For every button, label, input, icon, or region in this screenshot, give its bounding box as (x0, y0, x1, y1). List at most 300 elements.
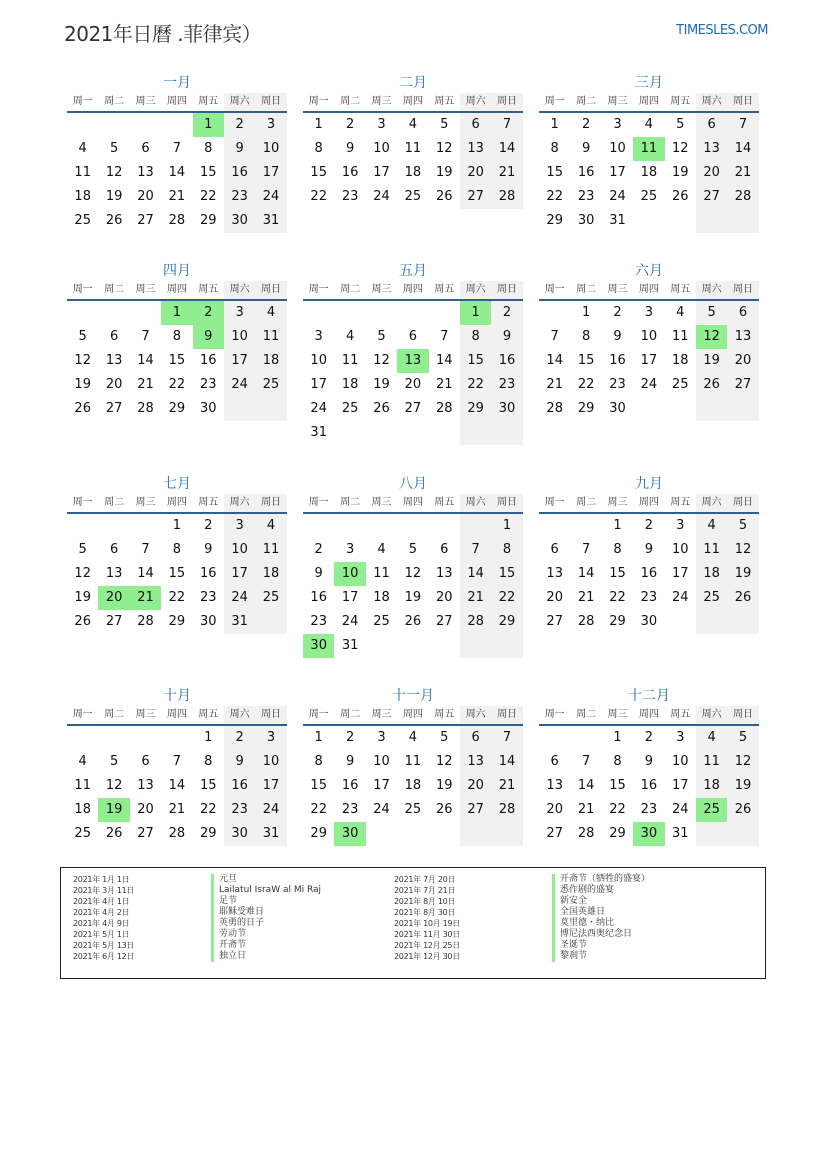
day-cell: 16 (341, 165, 359, 180)
day-cell: 10 (640, 329, 658, 344)
weekday-header (303, 281, 523, 301)
holiday-date: 2021年 1月 1日 (73, 875, 130, 884)
holiday-date: 2021年 12月 30日 (394, 952, 460, 961)
empty-cell (460, 634, 491, 658)
month-block (303, 686, 523, 846)
day-grid (539, 726, 759, 846)
day-cell: 9 (581, 141, 591, 156)
empty-cell (255, 397, 286, 421)
weekday-label: 周一 (308, 709, 329, 720)
weekday-header (67, 281, 287, 301)
day-cell: 9 (644, 542, 653, 557)
holiday-name: 全国英雄日 (552, 907, 650, 918)
weekday-label: 周五 (670, 284, 691, 295)
day-cell: 25 (671, 377, 689, 392)
day-cell: 29 (491, 610, 522, 634)
weekday-label: 周二 (340, 96, 361, 107)
holiday-date: 2021年 5月 1日 (73, 930, 130, 939)
day-cell: 3 (224, 301, 255, 325)
weekday-label: 周二 (340, 497, 361, 508)
day-cell: 18 (255, 562, 286, 586)
day-grid (303, 514, 523, 658)
day-cell: 29 (609, 826, 626, 841)
weekday-label: 周五 (434, 96, 455, 107)
day-cell: 17 (224, 349, 255, 373)
day-cell: 3 (255, 113, 286, 137)
weekday-label: 周日 (255, 706, 286, 724)
month-block (67, 474, 287, 634)
holiday-date: 2021年 7月 21日 (394, 886, 456, 895)
holiday-dates-right (394, 874, 460, 962)
day-cell: 16 (224, 774, 255, 798)
holiday-name: 博尼法西奥纪念日 (552, 929, 650, 940)
day-cell: 14 (137, 566, 154, 581)
empty-cell (161, 113, 192, 137)
day-cell: 7 (727, 113, 758, 137)
weekday-label: 周五 (198, 497, 219, 508)
empty-cell (397, 822, 428, 846)
weekday-label: 周二 (576, 497, 597, 508)
weekday-label: 周六 (696, 706, 727, 724)
day-cell: 6 (460, 726, 491, 750)
day-cell: 18 (640, 165, 658, 180)
day-cell: 16 (310, 590, 327, 605)
day-cell: 25 (255, 373, 286, 397)
day-cell: 6 (109, 329, 119, 344)
holiday-day-cell: 11 (633, 137, 664, 161)
day-cell: 13 (137, 778, 154, 793)
empty-cell (366, 634, 397, 658)
day-cell: 26 (74, 614, 91, 629)
day-cell: 21 (577, 802, 595, 817)
weekday-label: 周三 (607, 497, 628, 508)
day-cell: 18 (74, 802, 91, 817)
holiday-name: 足节 (211, 896, 321, 907)
empty-cell (224, 397, 255, 421)
day-cell: 28 (460, 610, 491, 634)
day-cell: 12 (727, 538, 758, 562)
weekday-label: 周三 (371, 284, 392, 295)
empty-cell (460, 822, 491, 846)
empty-cell (67, 113, 98, 137)
day-cell: 24 (609, 189, 626, 204)
holiday-date: 2021年 6月 12日 (73, 952, 135, 961)
weekday-label: 周四 (402, 284, 423, 295)
day-cell: 23 (341, 802, 359, 817)
month-name: 八月 (399, 476, 427, 492)
weekday-label: 周二 (104, 96, 125, 107)
day-cell: 8 (204, 754, 213, 769)
day-cell: 29 (609, 614, 626, 629)
day-cell: 28 (491, 798, 522, 822)
day-cell: 22 (199, 189, 217, 204)
page-title: 2021年日曆 .菲律宾） (64, 22, 262, 46)
holiday-name: 新安全 (552, 896, 650, 907)
day-cell: 27 (435, 614, 453, 629)
day-cell: 11 (404, 754, 422, 769)
day-cell: 12 (435, 754, 453, 769)
day-cell: 20 (460, 774, 491, 798)
weekday-label: 周四 (166, 709, 187, 720)
day-grid (67, 113, 287, 233)
day-cell: 20 (546, 590, 563, 605)
day-grid (303, 301, 523, 445)
day-cell: 10 (373, 141, 390, 156)
weekday-label: 周六 (696, 494, 727, 512)
day-cell: 24 (671, 802, 689, 817)
day-cell: 20 (435, 590, 453, 605)
empty-cell (98, 514, 129, 538)
holiday-name: 黎刹节 (552, 951, 650, 962)
day-cell: 27 (137, 213, 154, 228)
day-cell: 14 (168, 778, 186, 793)
empty-cell (665, 397, 696, 421)
day-cell: 20 (105, 377, 123, 392)
day-cell: 26 (74, 401, 91, 416)
day-cell: 19 (727, 774, 758, 798)
empty-cell (727, 397, 758, 421)
day-cell: 7 (581, 754, 591, 769)
day-cell: 21 (577, 590, 595, 605)
day-cell: 11 (255, 325, 286, 349)
weekday-label: 周日 (727, 494, 758, 512)
day-cell: 2 (644, 730, 653, 745)
empty-cell (366, 421, 397, 445)
day-cell: 21 (460, 586, 491, 610)
day-cell: 31 (609, 213, 626, 228)
empty-cell (366, 822, 397, 846)
weekday-header (67, 706, 287, 726)
day-cell: 23 (310, 614, 327, 629)
weekday-label: 周六 (696, 281, 727, 299)
day-cell: 22 (168, 377, 186, 392)
day-cell: 14 (435, 353, 453, 368)
day-cell: 18 (74, 189, 91, 204)
weekday-label: 周五 (670, 709, 691, 720)
day-cell: 22 (168, 590, 186, 605)
day-cell: 21 (435, 377, 453, 392)
day-cell: 29 (577, 401, 595, 416)
day-cell: 1 (204, 730, 213, 745)
weekday-header (539, 494, 759, 514)
empty-cell (334, 421, 365, 445)
day-cell: 28 (137, 401, 154, 416)
day-cell: 31 (224, 610, 255, 634)
day-cell: 22 (577, 377, 595, 392)
day-cell: 6 (550, 754, 559, 769)
day-cell: 13 (727, 325, 758, 349)
day-cell: 15 (460, 349, 491, 373)
day-cell: 27 (546, 614, 563, 629)
holiday-day-cell: 1 (161, 301, 192, 325)
month-name: 二月 (399, 75, 427, 91)
day-cell: 11 (373, 566, 390, 581)
empty-cell (460, 514, 491, 538)
day-cell: 20 (460, 161, 491, 185)
month-block (539, 73, 759, 233)
day-cell: 19 (671, 165, 689, 180)
weekday-label: 周五 (434, 284, 455, 295)
empty-cell (539, 301, 570, 325)
day-cell: 25 (74, 213, 91, 228)
day-cell: 17 (255, 161, 286, 185)
day-cell: 18 (696, 774, 727, 798)
day-cell: 13 (105, 353, 123, 368)
holiday-date: 2021年 3月 11日 (73, 886, 135, 895)
weekday-label: 周日 (491, 494, 522, 512)
day-cell: 4 (644, 117, 653, 132)
day-cell: 23 (577, 189, 595, 204)
day-grid (67, 726, 287, 846)
holiday-name: 元旦 (211, 874, 321, 885)
weekday-label: 周六 (224, 494, 255, 512)
weekday-label: 周六 (696, 93, 727, 111)
day-cell: 31 (255, 822, 286, 846)
day-cell: 22 (609, 590, 626, 605)
day-cell: 5 (440, 730, 449, 745)
day-cell: 16 (491, 349, 522, 373)
day-cell: 21 (491, 161, 522, 185)
holiday-day-cell: 12 (696, 325, 727, 349)
day-cell: 27 (460, 185, 491, 209)
day-cell: 13 (696, 137, 727, 161)
holiday-day-cell: 10 (334, 562, 365, 586)
day-cell: 14 (491, 750, 522, 774)
day-cell: 21 (168, 802, 186, 817)
weekday-label: 周四 (638, 497, 659, 508)
weekday-label: 周一 (72, 284, 93, 295)
empty-cell (67, 726, 98, 750)
holiday-day-cell: 2 (193, 301, 224, 325)
holiday-name: 英勇的日子 (211, 918, 321, 929)
holiday-name: 悉作剧的盛宴 (552, 885, 650, 896)
day-cell: 23 (491, 373, 522, 397)
day-cell: 26 (696, 373, 727, 397)
day-cell: 12 (373, 353, 390, 368)
site-link[interactable]: TIMESLES.COM (676, 23, 768, 38)
empty-cell (67, 301, 98, 325)
weekday-label: 周六 (224, 93, 255, 111)
weekday-label: 周日 (491, 706, 522, 724)
day-cell: 24 (255, 185, 286, 209)
day-grid (539, 301, 759, 421)
day-cell: 11 (255, 538, 286, 562)
weekday-label: 周六 (224, 281, 255, 299)
holiday-name: 耶稣受难日 (211, 907, 321, 918)
day-cell: 3 (345, 542, 355, 557)
weekday-header (539, 281, 759, 301)
holiday-names-left (211, 874, 321, 962)
empty-cell (539, 726, 570, 750)
day-cell: 14 (577, 778, 595, 793)
day-cell: 3 (224, 514, 255, 538)
weekday-header (303, 93, 523, 113)
weekday-label: 周四 (402, 709, 423, 720)
day-cell: 5 (408, 542, 417, 557)
month-name: 三月 (635, 75, 663, 91)
day-cell: 19 (435, 165, 453, 180)
weekday-label: 周一 (72, 497, 93, 508)
holiday-day-cell: 25 (696, 798, 727, 822)
weekday-label: 周三 (607, 96, 628, 107)
weekday-label: 周日 (727, 93, 758, 111)
day-cell: 10 (255, 137, 286, 161)
day-cell: 20 (546, 802, 563, 817)
weekday-label: 周日 (255, 494, 286, 512)
day-cell: 25 (341, 401, 359, 416)
weekday-label: 周日 (491, 281, 522, 299)
day-cell: 26 (404, 614, 422, 629)
day-cell: 28 (577, 826, 595, 841)
day-cell: 16 (199, 353, 217, 368)
holiday-name: Lailatul IsraW al Mi Raj (211, 885, 321, 896)
empty-cell (460, 421, 491, 445)
day-cell: 14 (546, 353, 563, 368)
day-cell: 4 (255, 514, 286, 538)
month-name: 十月 (163, 688, 191, 704)
day-cell: 27 (460, 798, 491, 822)
day-cell: 11 (74, 165, 91, 180)
month-name: 十一月 (392, 688, 434, 704)
day-cell: 15 (310, 165, 327, 180)
empty-cell (366, 301, 397, 325)
day-cell: 9 (644, 754, 653, 769)
day-cell: 8 (581, 329, 591, 344)
day-cell: 12 (404, 566, 422, 581)
weekday-label: 周二 (576, 284, 597, 295)
day-cell: 2 (644, 518, 653, 533)
day-cell: 12 (671, 141, 689, 156)
empty-cell (67, 514, 98, 538)
day-cell: 1 (491, 514, 522, 538)
day-cell: 24 (640, 377, 658, 392)
day-cell: 25 (640, 189, 658, 204)
weekday-label: 周五 (198, 709, 219, 720)
holiday-day-cell: 9 (193, 325, 224, 349)
holiday-name: 劳动节 (211, 929, 321, 940)
day-cell: 4 (676, 305, 685, 320)
day-cell: 27 (105, 614, 123, 629)
day-cell: 4 (408, 117, 417, 132)
day-cell: 8 (613, 754, 622, 769)
day-cell: 6 (408, 329, 417, 344)
day-cell: 19 (373, 377, 390, 392)
day-cell: 30 (577, 213, 595, 228)
day-cell: 29 (199, 826, 217, 841)
weekday-label: 周四 (166, 284, 187, 295)
holiday-dates-left (73, 874, 134, 962)
day-grid (303, 113, 523, 209)
day-cell: 9 (224, 750, 255, 774)
day-cell: 7 (141, 542, 150, 557)
month-block (67, 73, 287, 233)
day-cell: 22 (310, 802, 327, 817)
day-cell: 10 (255, 750, 286, 774)
holiday-date: 2021年 12月 25日 (394, 941, 460, 950)
day-cell: 22 (491, 586, 522, 610)
day-cell: 11 (341, 353, 359, 368)
day-cell: 5 (727, 726, 758, 750)
day-cell: 31 (341, 638, 359, 653)
day-cell: 11 (671, 329, 689, 344)
month-block (539, 686, 759, 846)
day-cell: 20 (137, 802, 154, 817)
day-cell: 8 (204, 141, 213, 156)
weekday-label: 周四 (166, 497, 187, 508)
day-cell: 14 (137, 353, 154, 368)
holiday-date: 2021年 5月 13日 (73, 941, 135, 950)
weekday-label: 周五 (198, 284, 219, 295)
day-cell: 6 (109, 542, 119, 557)
day-cell: 8 (550, 141, 559, 156)
weekday-label: 周三 (135, 497, 156, 508)
weekday-label: 周二 (340, 284, 361, 295)
day-cell: 18 (404, 778, 422, 793)
weekday-label: 周三 (135, 709, 156, 720)
day-cell: 19 (105, 189, 123, 204)
day-cell: 29 (546, 213, 563, 228)
day-cell: 2 (613, 305, 622, 320)
day-cell: 24 (255, 798, 286, 822)
weekday-label: 周六 (460, 281, 491, 299)
empty-cell (130, 514, 161, 538)
day-cell: 28 (435, 401, 453, 416)
empty-cell (130, 113, 161, 137)
day-cell: 28 (168, 826, 186, 841)
empty-cell (727, 822, 758, 846)
day-cell: 27 (105, 401, 123, 416)
empty-cell (429, 301, 460, 325)
month-block (303, 73, 523, 209)
month-name: 十二月 (628, 688, 670, 704)
empty-cell (429, 822, 460, 846)
day-cell: 3 (676, 518, 685, 533)
day-cell: 19 (74, 377, 91, 392)
day-grid (67, 301, 287, 421)
weekday-label: 周日 (727, 706, 758, 724)
day-cell: 29 (460, 397, 491, 421)
day-cell: 8 (314, 754, 323, 769)
day-cell: 17 (373, 165, 390, 180)
day-cell: 8 (314, 141, 323, 156)
empty-cell (397, 301, 428, 325)
day-cell: 14 (491, 137, 522, 161)
day-cell: 14 (727, 137, 758, 161)
day-cell: 18 (671, 353, 689, 368)
holiday-name: 莫里德・纳比 (552, 918, 650, 929)
day-cell: 31 (671, 826, 689, 841)
weekday-label: 周四 (402, 497, 423, 508)
weekday-label: 周二 (340, 709, 361, 720)
day-cell: 15 (199, 165, 217, 180)
day-cell: 2 (224, 726, 255, 750)
day-cell: 3 (676, 730, 685, 745)
weekday-label: 周六 (460, 494, 491, 512)
weekday-label: 周日 (255, 281, 286, 299)
weekday-label: 周二 (104, 497, 125, 508)
empty-cell (366, 514, 397, 538)
holiday-day-cell: 21 (130, 586, 161, 610)
day-cell: 1 (613, 518, 622, 533)
day-cell: 25 (404, 802, 422, 817)
day-cell: 29 (199, 213, 217, 228)
day-cell: 15 (310, 778, 327, 793)
day-cell: 5 (78, 329, 87, 344)
day-cell: 24 (310, 401, 327, 416)
day-cell: 7 (491, 113, 522, 137)
month-block (303, 261, 523, 445)
day-cell: 30 (640, 614, 658, 629)
